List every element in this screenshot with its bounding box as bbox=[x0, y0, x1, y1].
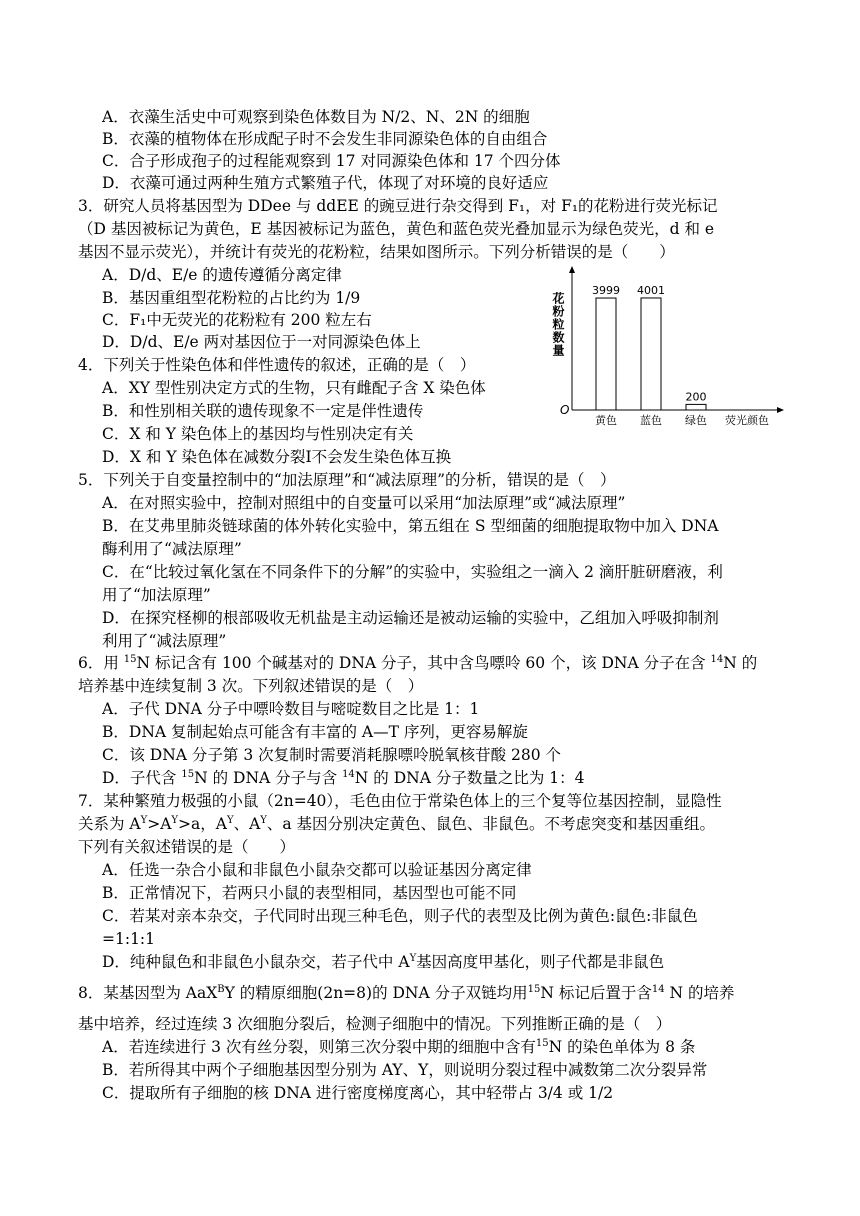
y-axis-label: 花粉粒数量 bbox=[551, 292, 565, 357]
category-label-2: 绿色 bbox=[685, 414, 707, 427]
q4-option-c: C．X 和 Y 染色体上的基因均与性别决定有关 bbox=[102, 425, 414, 443]
q7-stem-line3: 下列有关叙述错误的是（ ） bbox=[78, 838, 296, 856]
q6-option-c: C．该 DNA 分子第 3 次复制时需要消耗腺嘌呤脱氧核苷酸 280 个 bbox=[102, 746, 562, 764]
q6-option-b: B．DNA 复制起始点可能含有丰富的 A—T 序列，更容易解旋 bbox=[102, 723, 528, 741]
q2-option-a: A．衣藻生活史中可观察到染色体数目为 N/2、N、2N 的细胞 bbox=[102, 108, 530, 126]
bar-value-label-0: 3999 bbox=[592, 284, 620, 298]
bar-0 bbox=[596, 298, 616, 410]
q3-option-b: B．基因重组型花粉粒的占比约为 1/9 bbox=[102, 289, 361, 307]
x-axis-label: 荧光颜色 bbox=[725, 414, 769, 427]
q7-option-d: D．纯种鼠色和非鼠色小鼠杂交，若子代中 $A^Y$基因高度甲基化，则子代都是非鼠色 bbox=[102, 952, 665, 971]
q2-option-b: B．衣藻的植物体在形成配子时不会发生非同源染色体的自由组合 bbox=[102, 130, 548, 148]
q5-option-c-line1: C．在“比较过氧化氢在不同条件下的分解”的实验中，实验组之一滴入 2 滴肝脏研磨液，利 bbox=[102, 563, 723, 581]
bar-2 bbox=[686, 404, 706, 410]
q7-option-c-line2: =1:1:1 bbox=[102, 930, 156, 948]
q6-stem-line1: 6．用 $^{15}$N 标记含有 100 个碱基对的 DNA 分子，其中含鸟嘌呤 60 个，该 DNA 分子在含 $^{14}$N 的 bbox=[78, 653, 758, 672]
q4-stem: 4．下列关于性染色体和伴性遗传的叙述，正确的是（ ） bbox=[78, 356, 476, 374]
x-axis-arrow bbox=[777, 407, 784, 413]
q8-stem-line2: 基中培养，经过连续 3 次细胞分裂后，检测子细胞中的情况。下列推断正确的是（ ） bbox=[78, 1015, 672, 1033]
y-axis-arrow bbox=[569, 266, 575, 273]
category-label-0: 黄色 bbox=[595, 414, 617, 427]
q7-option-a: A．任选一杂合小鼠和非鼠色小鼠杂交都可以验证基因分离定律 bbox=[102, 861, 532, 879]
q7-stem-line2: 关系为 $A^Y>A^Y>a$，$A^Y$、$A^Y$、a 基因分别决定黄色、鼠色、非鼠色。不考虑突变和基因重组。 bbox=[78, 814, 716, 833]
bar-value-label-1: 4001 bbox=[637, 283, 665, 297]
q4-option-b: B．和性别相关联的遗传现象不一定是伴性遗传 bbox=[102, 402, 424, 420]
q5-option-a: A．在对照实验中，控制对照组中的自变量可以采用“加法原理”或“减法原理” bbox=[102, 494, 626, 512]
q3-stem-line3: 基因不显示荧光），并统计有荧光的花粉粒，结果如图所示。下列分析错误的是（ ） bbox=[78, 243, 675, 261]
q8-option-a: A．若连续进行 3 次有丝分裂，则第三次分裂中期的细胞中含有$^{15}$N 的染色单体为 8 条 bbox=[102, 1037, 696, 1056]
q7-stem-line1: 7．某种繁殖力极强的小鼠（2n=40），毛色由位于常染色体上的三个复等位基因控制，显隐性 bbox=[78, 792, 722, 810]
q7-option-c-line1: C．若某对亲本杂交，子代同时出现三种毛色，则子代的表型及比例为黄色:鼠色:非鼠色 bbox=[102, 907, 698, 925]
q5-option-b-line2: 酶利用了“减法原理” bbox=[102, 540, 242, 558]
q2-option-c: C．合子形成孢子的过程能观察到 17 对同源染色体和 17 个四分体 bbox=[102, 152, 561, 170]
q3-stem-line2: （D 基因被标记为黄色，E 基因被标记为蓝色，黄色和蓝色荧光叠加显示为绿色荧光，d 和 e bbox=[78, 220, 715, 238]
q3-option-c: C．F₁中无荧光的花粉粒有 200 粒左右 bbox=[102, 311, 372, 329]
q8-stem-line1: 8．某基因型为 AaX$^B$Y 的精原细胞(2n=8)的 DNA 分子双链均用$^{15}$N 标记后置于含$^{14}$ N 的培养 bbox=[78, 983, 735, 1002]
origin-label: O bbox=[560, 403, 570, 417]
q5-option-c-line2: 用了“加法原理” bbox=[102, 586, 211, 604]
q5-option-d-line1: D．在探究柽柳的根部吸收无机盐是主动运输还是被动运输的实验中，乙组加入呼吸抑制剂 bbox=[102, 609, 719, 627]
q4-option-a: A．XY 型性别决定方式的生物，只有雌配子含 X 染色体 bbox=[102, 379, 486, 397]
q7-option-b: B．正常情况下，若两只小鼠的表型相同，基因型也可能不同 bbox=[102, 884, 517, 902]
bar-value-label-2: 200 bbox=[685, 390, 707, 404]
q5-option-d-line2: 利用了“减法原理” bbox=[102, 632, 227, 650]
pollen-fluorescence-chart bbox=[548, 262, 788, 434]
q3-option-a: A．D/d、E/e 的遗传遵循分离定律 bbox=[102, 266, 342, 284]
q5-stem: 5．下列关于自变量控制中的“加法原理”和“减法原理”的分析，错误的是（ ） bbox=[78, 471, 616, 489]
category-label-1: 蓝色 bbox=[640, 414, 662, 427]
q8-option-b: B．若所得其中两个子细胞基因型分别为 AY、Y，则说明分裂过程中减数第二次分裂异常 bbox=[102, 1061, 708, 1079]
chart-bars bbox=[592, 284, 707, 427]
q2-option-d: D．衣藻可通过两种生殖方式繁殖子代，体现了对环境的良好适应 bbox=[102, 174, 549, 192]
q3-stem-line1: 3．研究人员将基因型为 DDee 与 ddEE 的豌豆进行杂交得到 F₁，对 F₁的花粉进行荧光标记 bbox=[78, 197, 718, 215]
bar-1 bbox=[641, 298, 661, 410]
q8-option-c: C．提取所有子细胞的核 DNA 进行密度梯度离心，其中轻带占 3/4 或 1/2 bbox=[102, 1084, 614, 1102]
q4-option-d: D．X 和 Y 染色体在减数分裂Ⅰ不会发生染色体互换 bbox=[102, 448, 452, 466]
q6-stem-line2: 培养基中连续复制 3 次。下列叙述错误的是（ ） bbox=[78, 677, 424, 695]
q6-option-d: D．子代含 $^{15}$N 的 DNA 分子与含 $^{14}$N 的 DNA 分子数量之比为 1：4 bbox=[102, 768, 585, 787]
q6-option-a: A．子代 DNA 分子中嘌呤数目与嘧啶数目之比是 1：1 bbox=[102, 700, 480, 718]
q3-option-d: D．D/d、E/e 两对基因位于一对同源染色体上 bbox=[102, 333, 421, 351]
q5-option-b-line1: B．在艾弗里肺炎链球菌的体外转化实验中，第五组在 S 型细菌的细胞提取物中加入 DNA bbox=[102, 517, 719, 535]
